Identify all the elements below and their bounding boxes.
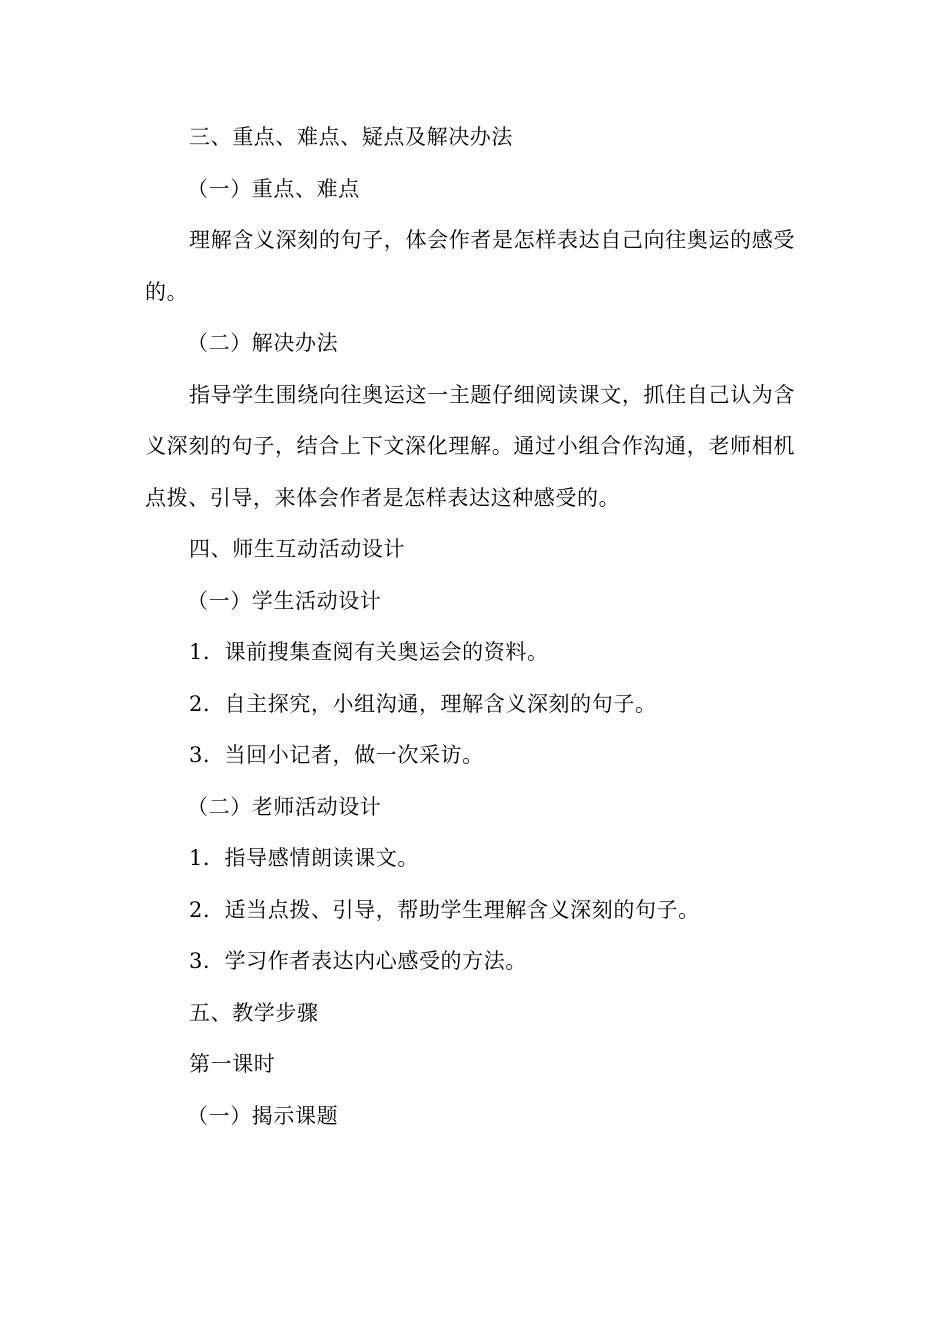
list-item-teacher-2: 2．适当点拨、引导，帮助学生理解含义深刻的句子。 (189, 897, 700, 922)
paragraph-key-points: 理解含义深刻的句子，体会作者是怎样表达自己向往奥运的感受的。 (145, 228, 795, 304)
subheading-teacher-activities: （二）老师活动设计 (187, 794, 382, 819)
list-item-student-3: 3．当回小记者，做一次采访。 (189, 743, 484, 767)
section-heading-4: 四、师生互动活动设计 (189, 537, 405, 561)
subheading-solutions: （二）解决办法 (187, 331, 339, 355)
list-item-teacher-1: 1．指导感情朗读课文。 (189, 846, 419, 870)
list-item-student-1: 1．课前搜集查阅有关奥运会的资料。 (189, 640, 549, 664)
section-heading-5: 五、教学步骤 (189, 1000, 319, 1025)
subheading-reveal-topic: （一）揭示课题 (187, 1103, 339, 1128)
subheading-key-points: （一）重点、难点 (187, 176, 360, 201)
list-item-student-2: 2．自主探究，小组沟通，理解含义深刻的句子。 (189, 691, 657, 716)
lesson-label: 第一课时 (189, 1052, 276, 1076)
list-item-teacher-3: 3．学习作者表达内心感受的方法。 (189, 949, 527, 973)
paragraph-solutions: 指导学生围绕向往奥运这一主题仔细阅读课文，抓住自己认为含义深刻的句子，结合上下文深化理解。通过小组合作沟通，老师相机点拨、引导，来体会作者是怎样表达这种感受的。 (145, 382, 795, 510)
section-heading-3: 三、重点、难点、疑点及解决办法 (189, 125, 513, 149)
subheading-student-activities: （一）学生活动设计 (187, 588, 382, 613)
document-body (145, 112, 795, 1142)
